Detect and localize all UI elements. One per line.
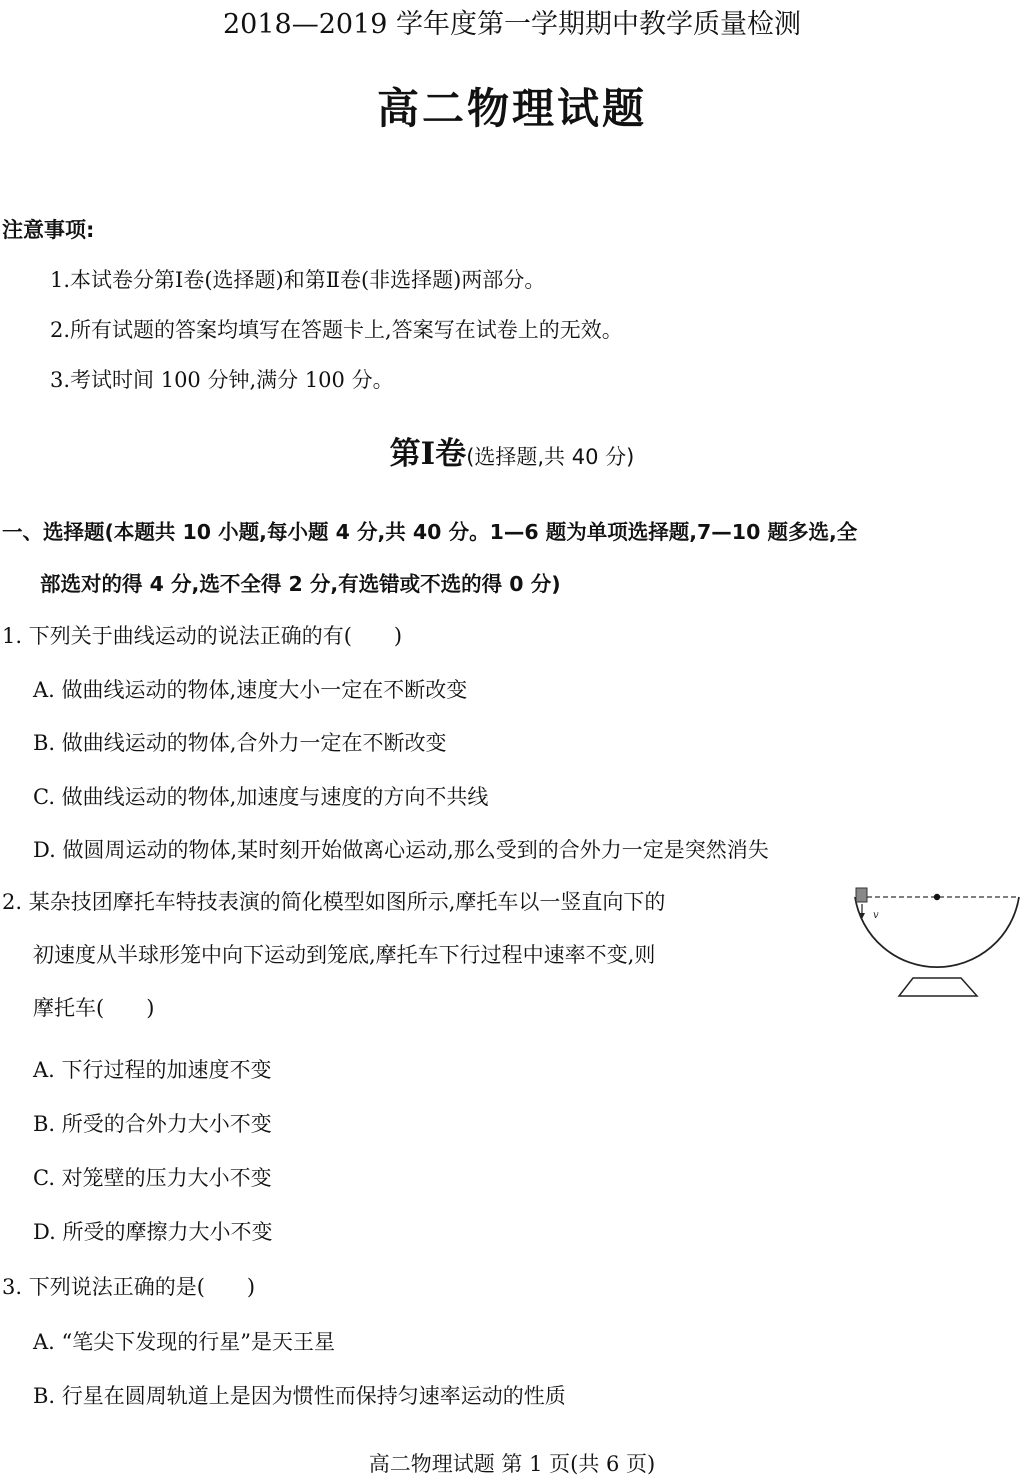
question-2-option-d: D. 所受的摩擦力大小不变 xyxy=(33,1220,273,1244)
question-1-option-b: B. 做曲线运动的物体,合外力一定在不断改变 xyxy=(33,731,447,755)
part-instructions-line-2: 部选对的得 4 分,选不全得 2 分,有选错或不选的得 0 分) xyxy=(40,572,561,596)
question-3-stem: 3. 下列说法正确的是( ) xyxy=(2,1275,256,1299)
question-1-stem: 1. 下列关于曲线运动的说法正确的有( ) xyxy=(2,624,403,648)
section-title xyxy=(0,428,1024,473)
note-item: 2.所有试题的答案均填写在答题卡上,答案写在试卷上的无效。 xyxy=(50,318,623,342)
note-item: 3.考试时间 100 分钟,满分 100 分。 xyxy=(50,368,394,392)
question-2-option-b: B. 所受的合外力大小不变 xyxy=(33,1112,272,1136)
question-1-option-a: A. 做曲线运动的物体,速度大小一定在不断改变 xyxy=(33,678,468,702)
page-footer: 高二物理试题 第 1 页(共 6 页) xyxy=(368,1452,656,1476)
question-1-option-c: C. 做曲线运动的物体,加速度与速度的方向不共线 xyxy=(33,785,489,809)
question-3-option-a: A. “笔尖下发现的行星”是天王星 xyxy=(33,1330,335,1354)
exam-title: 高二物理试题 xyxy=(376,84,647,133)
question-3-option-b: B. 行星在圆周轨道上是因为惯性而保持匀速率运动的性质 xyxy=(33,1384,566,1408)
center-point xyxy=(934,894,940,900)
velocity-label: v xyxy=(873,910,879,921)
section-title-main: 第Ⅰ卷 xyxy=(389,436,467,472)
hemisphere-cage-diagram xyxy=(845,880,1023,1000)
question-2-stem-line-1: 2. 某杂技团摩托车特技表演的简化模型如图所示,摩托车以一竖直向下的 xyxy=(2,890,666,914)
question-2-stem-line-3: 摩托车( ) xyxy=(33,996,155,1020)
question-2-option-a: A. 下行过程的加速度不变 xyxy=(33,1058,272,1082)
motorcycle-block xyxy=(856,888,867,902)
exam-header: 2018—2019 学年度第一学期期中教学质量检测 xyxy=(222,9,801,40)
cage-stand xyxy=(899,978,977,996)
note-item: 1.本试卷分第Ⅰ卷(选择题)和第Ⅱ卷(非选择题)两部分。 xyxy=(50,268,546,292)
section-title-sub: (选择题,共 40 分) xyxy=(466,445,635,469)
question-1-option-d: D. 做圆周运动的物体,某时刻开始做离心运动,那么受到的合外力一定是突然消失 xyxy=(33,838,769,862)
question-2-stem-line-2: 初速度从半球形笼中向下运动到笼底,摩托车下行过程中速率不变,则 xyxy=(33,943,656,967)
question-2-option-c: C. 对笼壁的压力大小不变 xyxy=(33,1166,272,1190)
hemisphere-cage xyxy=(855,897,1019,967)
notes-heading: 注意事项: xyxy=(2,218,95,242)
part-instructions-line-1: 一、选择题(本题共 10 小题,每小题 4 分,共 40 分。1—6 题为单项选择题,7—10 题多选,全 xyxy=(2,520,858,544)
